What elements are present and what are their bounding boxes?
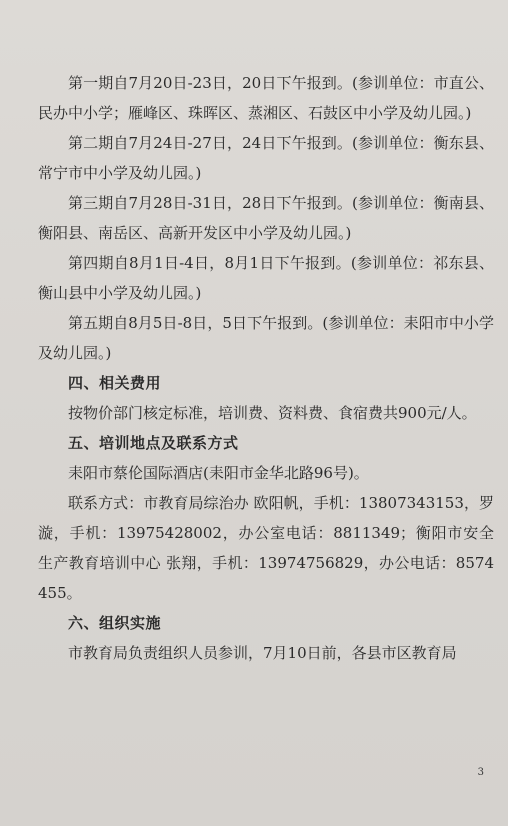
document-body <box>38 68 494 668</box>
session-3-paragraph: 第三期自7月28日-31日，28日下午报到。(参训单位：衡南县、衡阳县、南岳区、高新开发区中小学及幼儿园。) <box>38 194 494 242</box>
session-4-paragraph: 第四期自8月1日-4日，8月1日下午报到。(参训单位：祁东县、衡山县中小学及幼儿园。) <box>38 254 494 302</box>
session-1-paragraph: 第一期自7月20日-23日，20日下午报到。(参训单位：市直公、民办中小学；雁峰区、珠晖区、蒸湘区、石鼓区中小学及幼儿园。) <box>38 74 494 122</box>
contact-paragraph: 联系方式：市教育局综治办 欧阳帆，手机：13807343153，罗漩，手机：13975428002，办公室电话：8811349；衡阳市安全生产教育培训中心 张翔，手机：13974756829，办公电话：8574455。 <box>38 494 494 602</box>
section-fees-heading: 四、相关费用 <box>68 374 162 392</box>
session-5-paragraph: 第五期自8月5日-8日，5日下午报到。(参训单位：耒阳市中小学及幼儿园。) <box>38 314 494 362</box>
session-2-paragraph: 第二期自7月24日-27日，24日下午报到。(参训单位：衡东县、常宁市中小学及幼儿园。) <box>38 134 494 182</box>
section-location-heading: 五、培训地点及联系方式 <box>68 434 239 452</box>
page-number: 3 <box>477 767 484 778</box>
location-paragraph: 耒阳市蔡伦国际酒店(耒阳市金华北路96号)。 <box>68 464 369 482</box>
organization-paragraph: 市教育局负责组织人员参训，7月10日前，各县市区教育局 <box>68 644 457 662</box>
section-organization-heading: 六、组织实施 <box>68 614 162 632</box>
fees-paragraph: 按物价部门核定标准，培训费、资料费、食宿费共900元/人。 <box>68 404 477 422</box>
